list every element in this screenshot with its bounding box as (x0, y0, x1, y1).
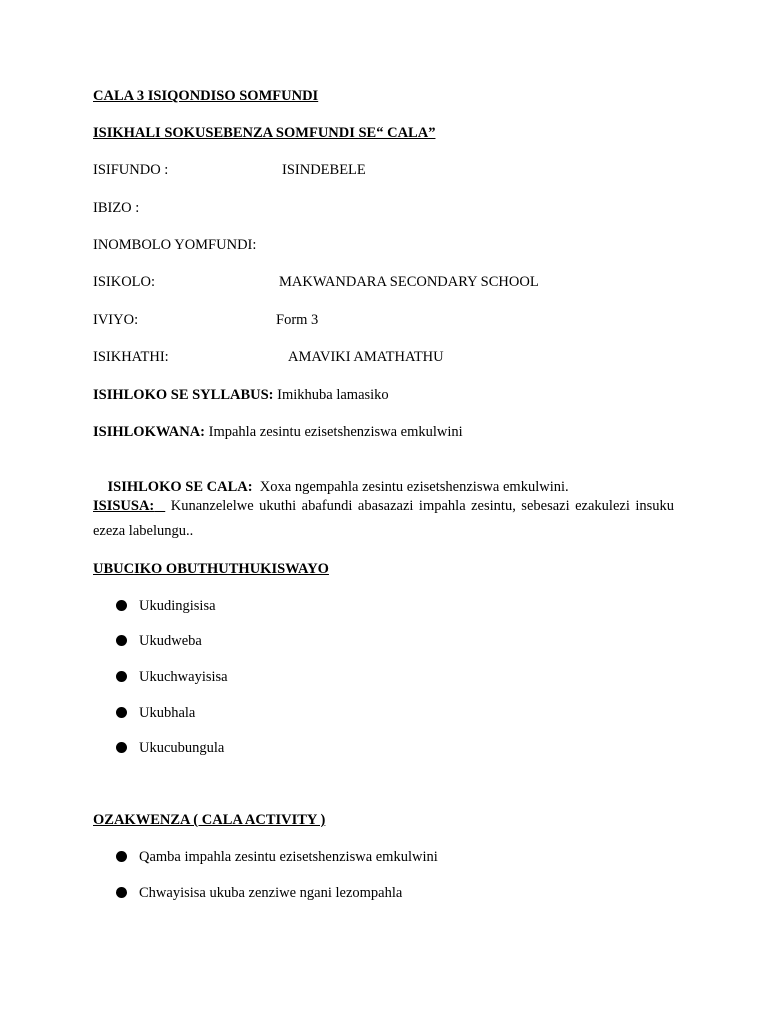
field-iviyo-value: Form 3 (276, 312, 319, 328)
list-item: Ukucubungula (116, 739, 224, 757)
syllabus-value: Imikhuba lamasiko (273, 387, 389, 403)
field-isikhathi-label: ISIKHATHI: (93, 349, 169, 365)
field-ibizo-label: IBIZO : (93, 200, 140, 216)
field-isikolo-label: ISIKOLO: (93, 274, 156, 290)
list-item: Ukudingisisa (116, 597, 216, 615)
isihlokwana-line (93, 423, 463, 441)
list-item: Ukuchwayisisa (116, 668, 228, 686)
isisusa-label: ISISUSA: (93, 498, 155, 514)
bullet-icon (116, 742, 127, 753)
list-item: Ukubhala (116, 704, 195, 722)
list-item: Ukudweba (116, 632, 202, 650)
bullet-icon (116, 887, 127, 898)
field-isifundo-label: ISIFUNDO : (93, 162, 169, 178)
list-item: Chwayisisa ukuba zenziwe ngani lezompahla (116, 884, 402, 902)
bullet-icon (116, 707, 127, 718)
bullet-icon (116, 851, 127, 862)
field-isifundo-value: ISINDEBELE (282, 162, 366, 178)
field-inombolo-label: INOMBOLO YOMFUNDI: (93, 237, 257, 253)
field-isikhathi-value: AMAVIKI AMATHATHU (288, 349, 444, 365)
bullet-icon (116, 671, 127, 682)
syllabus-label: ISIHLOKO SE SYLLABUS: (93, 387, 274, 403)
field-isikolo-value: MAKWANDARA SECONDARY SCHOOL (279, 274, 539, 290)
isisusa-text: Kunanzelelwe ukuthi abafundi abasazazi impahla zesintu, sebesazi ezakulezi insuku ezeza labelungu.. (93, 498, 675, 539)
bullet-icon (116, 600, 127, 611)
isihlokwana-value: Impahla zesintu ezisetshenziswa emkulwini (205, 424, 463, 440)
skills-heading: UBUCIKO OBUTHUTHUKISWAYO (93, 561, 329, 577)
document-title: CALA 3 ISIQONDISO SOMFUNDI (93, 88, 319, 104)
activities-heading: OZAKWENZA ( CALA ACTIVITY ) (93, 812, 326, 828)
isihlokwana-label: ISIHLOKWANA: (93, 424, 205, 440)
list-item: Qamba impahla zesintu ezisetshenziswa emkulwini (116, 848, 438, 866)
cala-topic-label: ISIHLOKO SE CALA: (107, 479, 253, 495)
field-iviyo-label: IVIYO: (93, 312, 139, 328)
document-subtitle: ISIKHALI SOKUSEBENZA SOMFUNDI SE“ CALA” (93, 125, 436, 141)
cala-topic-value: Xoxa ngempahla zesintu ezisetshenziswa emkulwini. (252, 479, 569, 495)
syllabus-line (93, 386, 389, 404)
isisusa-paragraph (93, 494, 674, 544)
bullet-icon (116, 635, 127, 646)
